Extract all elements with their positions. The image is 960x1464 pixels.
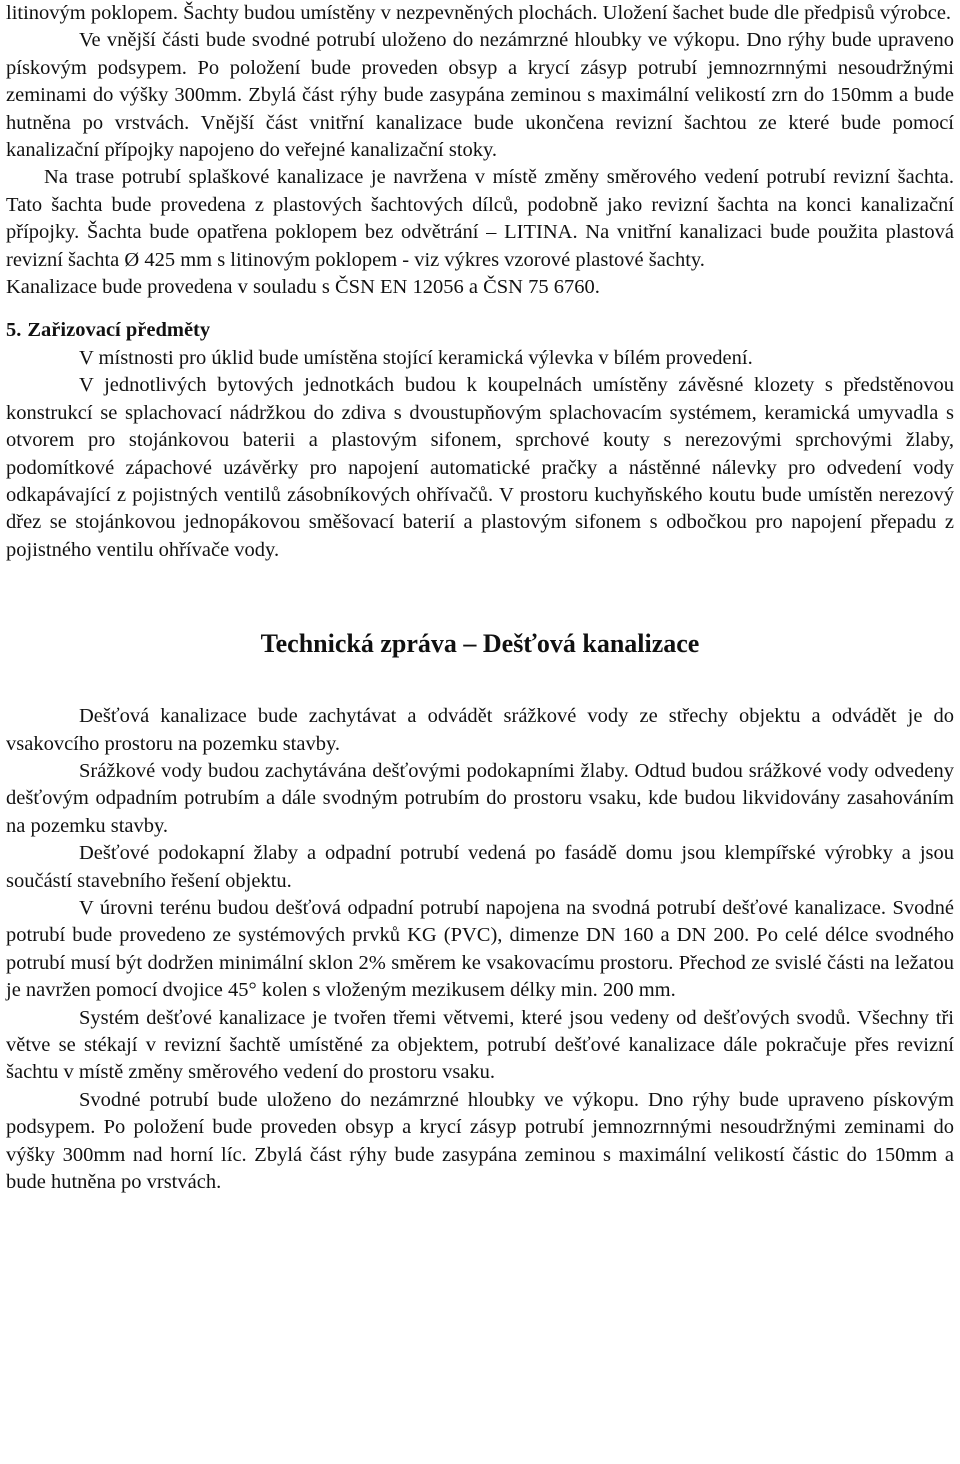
report-body: [6, 703, 954, 1196]
paragraph: Kanalizace bude provedena v souladu s ČSN EN 12056 a ČSN 75 6760.: [6, 276, 600, 299]
paragraph: Ve vnější části bude svodné potrubí uloženo do nezámrzné hloubky ve výkopu. Dno rýhy bude upraveno pískovým podsypem. Po položení bude proveden obsyp a krycí zásyp potrubí jemnozrnnými nesoudržnými zeminami do výšky 300mm. Zbylá část rýhy bude zasypána zeminou s maximální velikostí zrn do 150mm a bude hutněna po vrstvách. Vnější část vnitřní kanalizace bude ukončena revizní šachtou ze které bude pomocí kanalizační přípojky napojeno do veřejné kanalizační stoky.: [6, 29, 954, 162]
paragraph: Srážkové vody budou zachytávána dešťovými podokapními žlaby. Odtud budou srážkové vody odvedeny dešťovým odpadním potrubím a dále svodným potrubím do prostoru vsaku, kde budou likvidovány zasahováním na pozemku stavby.: [6, 759, 954, 837]
section-intro: [6, 0, 954, 301]
paragraph: litinovým poklopem. Šachty budou umístěny v nezpevněných plochách. Uložení šachet bude dle předpisů výrobce.: [6, 2, 952, 24]
section-body: [6, 345, 954, 564]
paragraph: Na trase potrubí splaškové kanalizace je navržena v místě změny směrového vedení potrubí revizní šachta. Tato šachta bude provedena z plastových šachtových dílců, podobně jako revizní šachta na konci kanalizační přípojky. Šachta bude opatřena poklopem bez odvětrání – LITINA. Na vnitřní kanalizaci bude použita plastová revizní šachta Ø 425 mm s litinovým poklopem - viz výkres vzorové plastové šachty.: [6, 166, 954, 271]
section-heading: [6, 317, 954, 344]
paragraph: V jednotlivých bytových jednotkách budou k koupelnách umístěny závěsné klozety s předstěnovou konstrukcí se splachovací nádržkou do zdiva s dvoustupňovým splachovacím systémem, keramická umyvadla s otvorem pro stojánkovou baterii a plastovým sifonem, sprchové kouty s nerezovými sprchovými žlaby, podomítkové zápachové uzávěrky pro napojení automatické pračky a nástěnné nálevky pro odvedení vody odkapávající z pojistných ventilů zásobníkových ohřívačů. V prostoru kuchyňského koutu bude umístěn nerezový dřez se stojánkovou jednopákovou směšovací baterií a plastovým sifonem s odbočkou pro napojení přepadu z pojistného ventilu ohřívače vody.: [6, 374, 954, 561]
paragraph: V úrovni terénu budou dešťová odpadní potrubí napojena na svodná potrubí dešťové kanalizace. Svodné potrubí bude provedeno ze systémových prvků KG (PVC), dimenze DN 160 a DN 200. Po celé délce svodného potrubí musí být dodržen minimální sklon 2% směrem ke vsakovacímu prostoru. Přechod ze svislé části na ležatou je navržen pomocí dvojice 45° kolen s vloženým mezikusem délky min. 200 mm.: [6, 896, 954, 1002]
section-number: 5.: [6, 319, 22, 342]
report-title: Technická zpráva – Dešťová kanalizace: [260, 629, 700, 659]
paragraph: Dešťová kanalizace bude zachytávat a odvádět srážkové vody ze střechy objektu a odvádět je do vsakovcího prostoru na pozemku stavby.: [6, 705, 954, 755]
paragraph: Systém dešťové kanalizace je tvořen třemi větvemi, které jsou vedeny od dešťových svodů. Všechny tři větve se stékají v revizní šachtě umístěné za objektem, potrubí dešťové kanalizace dále pokračuje přes revizní šachtu v místě změny směrového vedení do prostoru vsaku.: [6, 1006, 954, 1084]
paragraph: Dešťové podokapní žlaby a odpadní potrubí vedená po fasádě domu jsou klempířské výrobky a jsou součástí stavebního řešení objektu.: [6, 842, 954, 892]
paragraph: V místnosti pro úklid bude umístěna stojící keramická výlevka v bílém provedení.: [79, 346, 753, 369]
section-title: Zařizovací předměty: [27, 319, 211, 342]
paragraph: Svodné potrubí bude uloženo do nezámrzné hloubky ve výkopu. Dno rýhy bude upraveno pískovým podsypem. Po položení bude proveden obsyp a krycí zásyp potrubí jemnozrnnými nesoudržnými zeminami do výšky 300mm nad horní líc. Zbylá část rýhy bude zasypána zeminou s maximální velikostí částic do 150mm a bude hutněna po vrstvách.: [6, 1088, 954, 1194]
document-page: [6, 0, 954, 1196]
